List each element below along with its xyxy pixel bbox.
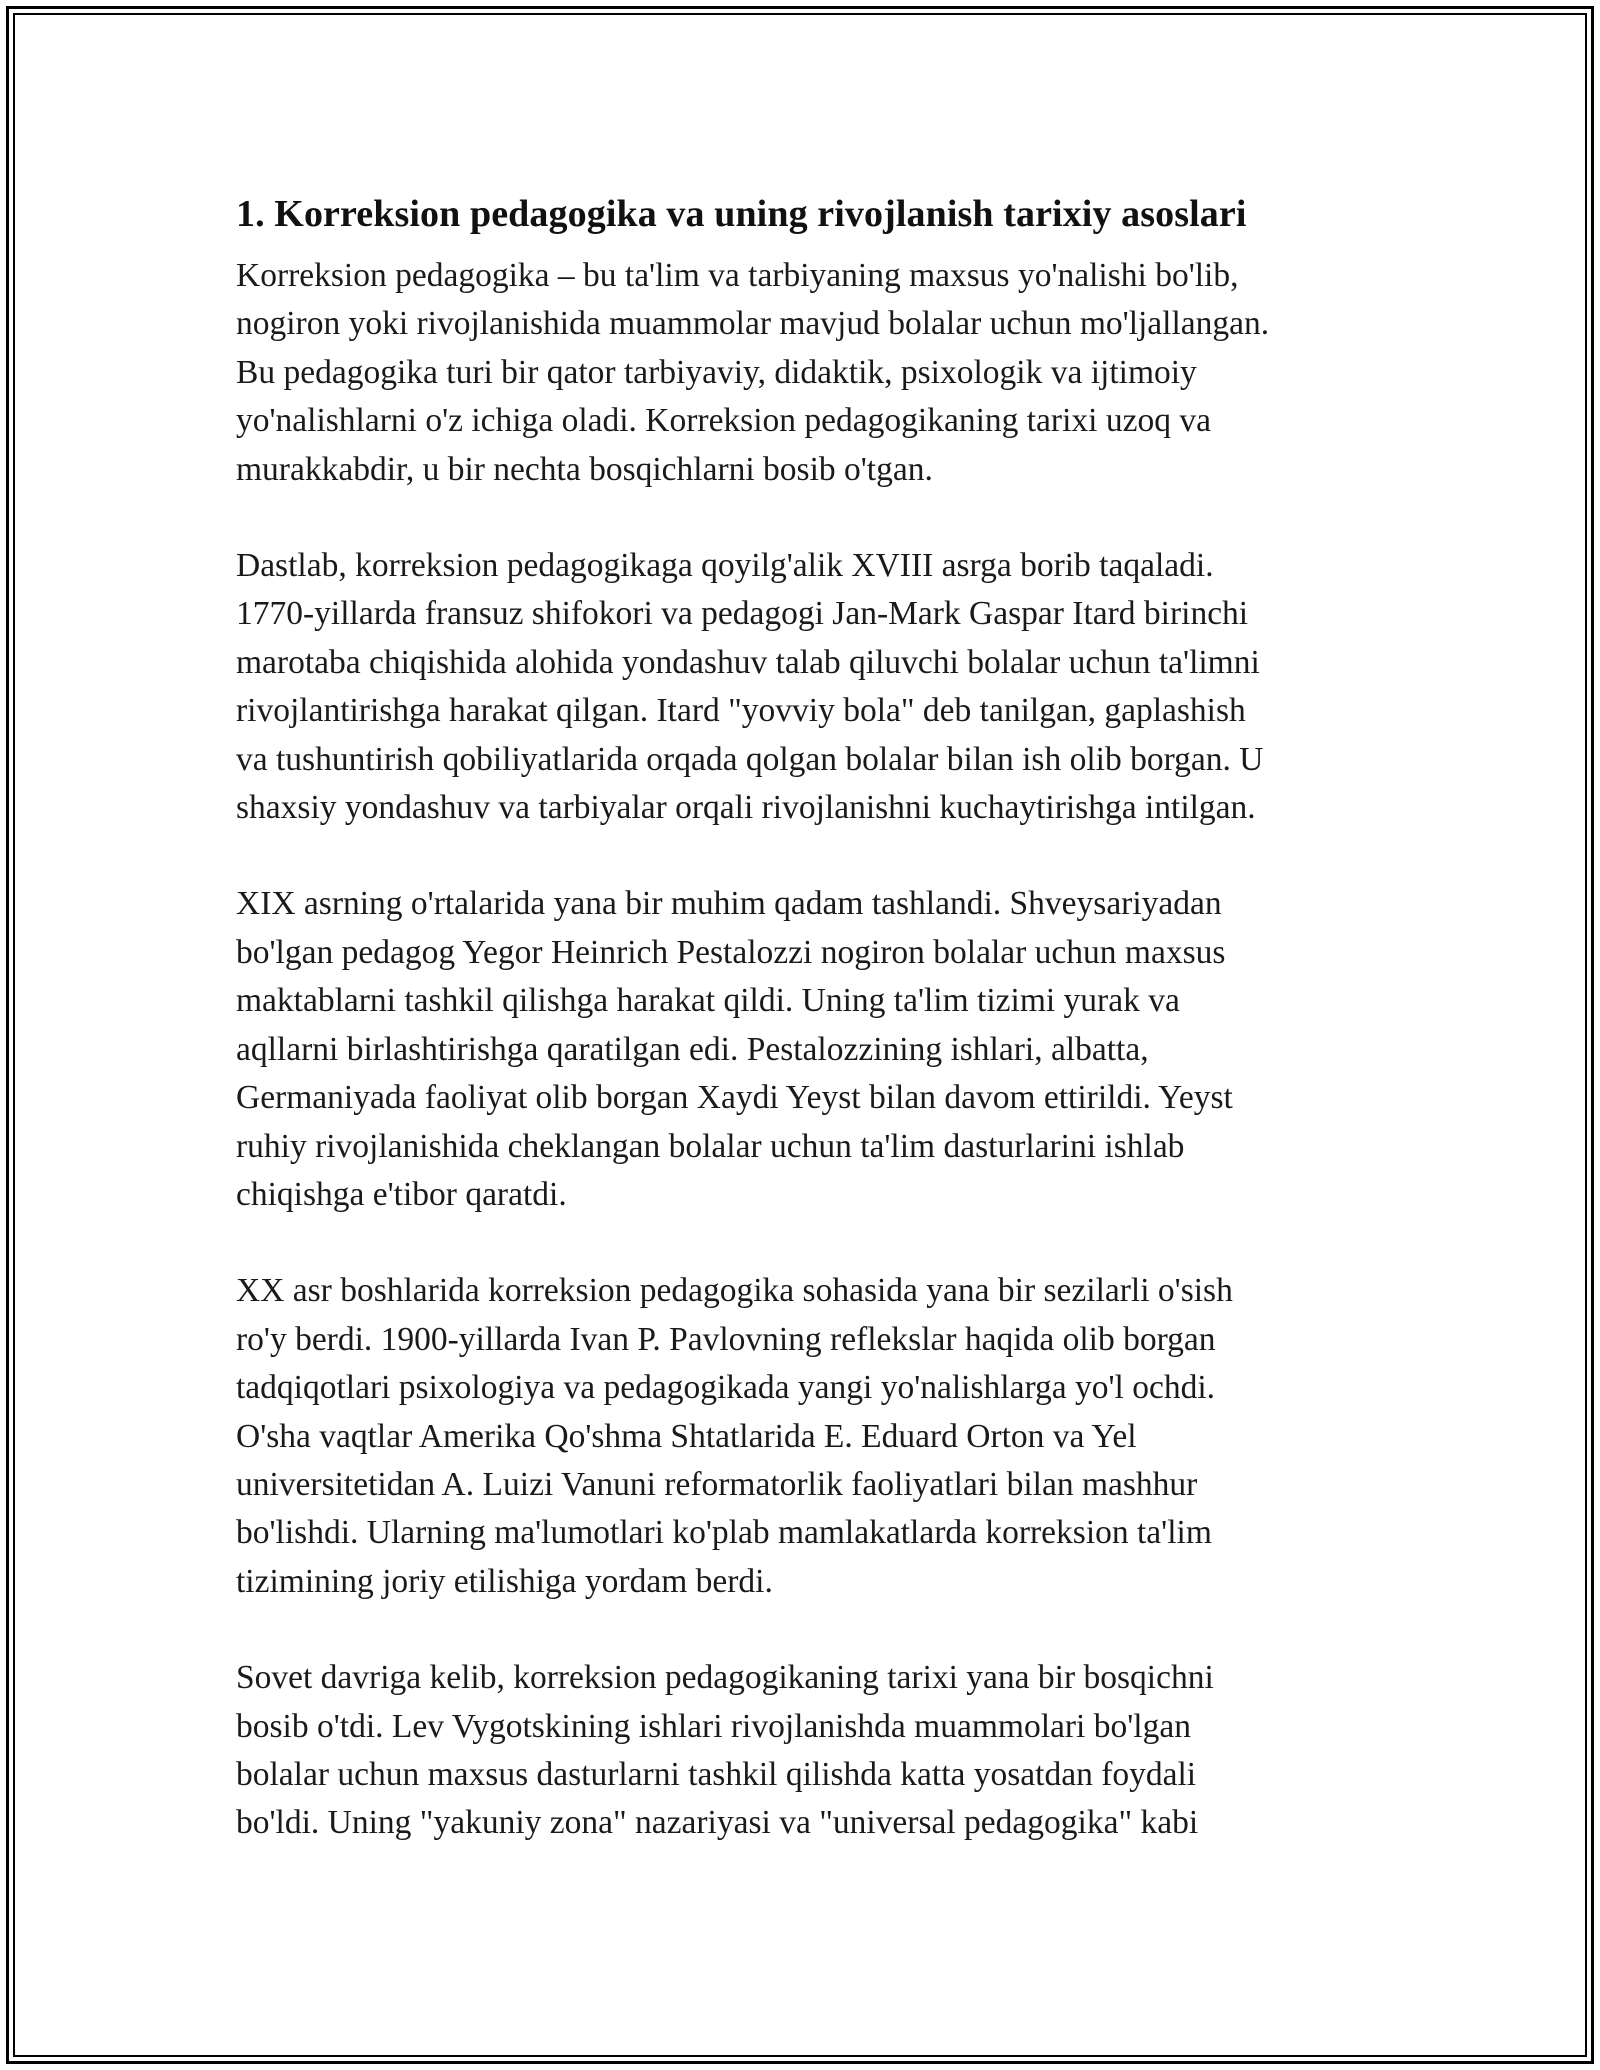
text-line: rivojlantirishga harakat qilgan. Itard "yovviy bola" deb tanilgan, gaplashish [236,692,1246,730]
text-line: bo'lgan pedagog Yegor Heinrich Pestalozzi nogiron bolalar uchun maxsus [236,933,1226,971]
paragraph [236,1267,1386,1606]
paragraph [236,542,1386,832]
text-line: XX asr boshlarida korreksion pedagogika sohasida yana bir sezilarli o'sish [236,1272,1233,1310]
text-line: 1770-yillarda fransuz shifokori va pedagogi Jan-Mark Gaspar Itard birinchi [236,595,1249,633]
text-line: ruhiy rivojlanishida cheklangan bolalar uchun ta'lim dasturlarini ishlab [236,1127,1185,1165]
text-line: yo'nalishlarni o'z ichiga oladi. Korreksion pedagogikaning tarixi uzoq va [236,402,1211,440]
text-line: maktablarni tashkil qilishga harakat qildi. Uning ta'lim tizimi yurak va [236,982,1180,1020]
text-line: tizimining joriy etilishiga yordam berdi. [236,1562,773,1600]
text-line: O'sha vaqtlar Amerika Qo'shma Shtatlarida E. Eduard Orton va Yel [236,1417,1137,1455]
text-line: tadqiqotlari psixologiya va pedagogikada yangi yo'nalishlarga yo'l ochdi. [236,1369,1216,1407]
text-line: Bu pedagogika turi bir qator tarbiyaviy, didaktik, psixologik va ijtimoiy [236,353,1197,391]
paragraph [236,252,1386,494]
text-line: murakkabdir, u bir nechta bosqichlarni bosib o'tgan. [236,450,933,488]
section-heading: 1. Korreksion pedagogika va uning rivojlanish tarixiy asoslari [236,193,1247,235]
text-line: bo'lishdi. Ularning ma'lumotlari ko'plab mamlakatlarda korreksion ta'lim [236,1514,1212,1552]
text-line: va tushuntirish qobiliyatlarida orqada qolgan bolalar bilan ish olib borgan. U [236,740,1264,778]
paragraph-list [236,252,1386,1848]
document-body [236,186,1386,1896]
paragraph [236,880,1386,1219]
text-line: XIX asrning o'rtalarida yana bir muhim qadam tashlandi. Shveysariyadan [236,885,1222,923]
paragraph [236,1654,1386,1848]
text-line: ro'y berdi. 1900-yillarda Ivan P. Pavlovning reflekslar haqida olib borgan [236,1320,1216,1358]
text-line: aqllarni birlashtirishga qaratilgan edi. Pestalozzining ishlari, albatta, [236,1030,1149,1068]
text-line: bolalar uchun maxsus dasturlarni tashkil qilishda katta yosatdan foydali [236,1755,1197,1793]
text-line: bosib o'tdi. Lev Vygotskining ishlari rivojlanishda muammolari bo'lgan [236,1707,1191,1745]
text-line: bo'ldi. Uning "yakuniy zona" nazariyasi va "universal pedagogika" kabi [236,1804,1199,1842]
text-line: shaxsiy yondashuv va tarbiyalar orqali rivojlanishni kuchaytirishga intilgan. [236,789,1256,827]
text-line: Korreksion pedagogika – bu ta'lim va tarbiyaning maxsus yo'nalishi bo'lib, [236,257,1239,294]
text-line: Sovet davriga kelib, korreksion pedagogikaning tarixi yana bir bosqichni [236,1659,1214,1697]
text-line: Germaniyada faoliyat olib borgan Xaydi Yeyst bilan davom ettirildi. Yeyst [236,1079,1233,1117]
text-line: Dastlab, korreksion pedagogikaga qoyilg'alik XVIII asrga borib taqaladi. [236,547,1214,585]
text-line: universitetidan A. Luizi Vanuni reformatorlik faoliyatlari bilan mashhur [236,1465,1198,1503]
text-line: nogiron yoki rivojlanishida muammolar mavjud bolalar uchun mo'ljallangan. [236,305,1270,343]
text-line: marotaba chiqishida alohida yondashuv talab qiluvchi bolalar uchun ta'limni [236,643,1260,681]
text-line: chiqishga e'tibor qaratdi. [236,1175,567,1213]
